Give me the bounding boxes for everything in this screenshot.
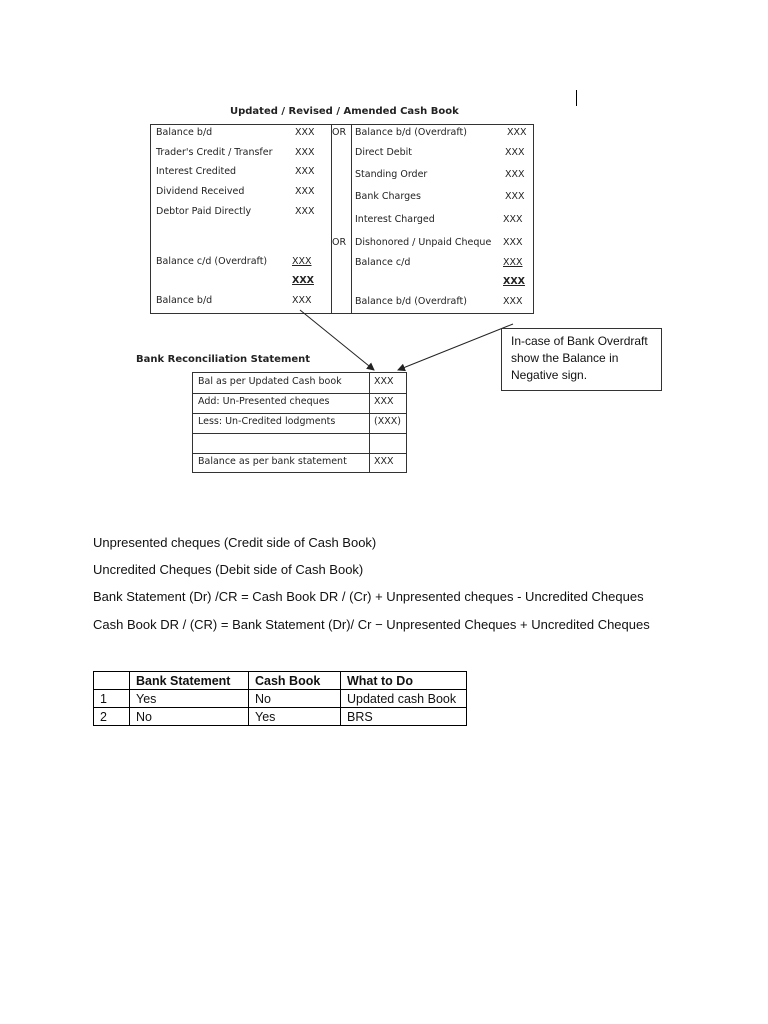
credit-label: Balance b/d (Overdraft) [355,127,467,138]
table-cell: Yes [249,708,341,726]
brs-row-label: Less: Un-Credited lodgments [198,416,336,427]
credit-label: Bank Charges [355,191,421,202]
brs-row-label: Bal as per Updated Cash book [198,376,342,387]
credit-label: Dishonored / Unpaid Cheque [355,237,492,248]
brs-row-value: XXX [374,396,394,407]
table-cell: No [249,690,341,708]
credit-balance-bd-label: Balance b/d (Overdraft) [355,296,467,307]
table-header-row [94,672,467,690]
note-line: Unpresented cheques (Credit side of Cash Book) [93,535,377,550]
formula-line: Bank Statement (Dr) /CR = Cash Book DR / (Cr) + Unpresented cheques - Uncredited Cheques [93,589,644,604]
cash-book-title: Updated / Revised / Amended Cash Book [230,106,459,117]
debit-label: Dividend Received [156,186,245,197]
or-label: OR [332,237,347,248]
credit-value: XXX [505,147,525,158]
credit-value: XXX [505,169,525,180]
credit-total: XXX [503,276,525,287]
brs-title: Bank Reconciliation Statement [136,354,311,365]
credit-value: XXX [503,214,523,225]
table-cell: Yes [130,690,249,708]
credit-balance-bd-value: XXX [503,296,523,307]
credit-label: Direct Debit [355,147,413,158]
debit-value: XXX [295,206,315,217]
brs-row-value: (XXX) [374,416,401,427]
arrow-balance-to-brs [300,310,374,370]
debit-label: Debtor Paid Directly [156,206,252,217]
brs-table [192,372,407,473]
credit-value: XXX [507,127,527,138]
formula-line: Cash Book DR / (CR) = Bank Statement (Dr)/ Cr − Unpresented Cheques + Uncredited Cheques [93,617,650,632]
table-row [94,690,467,708]
debit-value: XXX [295,186,315,197]
debit-label: Balance b/d [156,127,213,138]
brs-row-value: XXX [374,456,394,467]
debit-value: XXX [295,147,315,158]
debit-balance-cd-label: Balance c/d (Overdraft) [156,256,268,267]
table-header: What to Do [341,672,467,690]
table-header: Cash Book [249,672,341,690]
brs-row-label: Add: Un-Presented cheques [198,396,330,407]
debit-balance-bd-label: Balance b/d [156,295,213,306]
table-cell: 1 [94,690,130,708]
credit-balance-cd-value: XXX [503,257,523,268]
table-cell: BRS [341,708,467,726]
credit-balance-cd-label: Balance c/d [355,257,411,268]
or-label: OR [332,127,347,138]
table-header: Bank Statement [130,672,249,690]
debit-label: Trader's Credit / Transfer [156,147,273,158]
debit-value: XXX [295,166,315,177]
table-cell: 2 [94,708,130,726]
note-line: Uncredited Cheques (Debit side of Cash Book) [93,562,364,577]
credit-value: XXX [503,237,523,248]
debit-balance-cd-value: XXX [292,256,312,267]
table-cell: No [130,708,249,726]
credit-label: Standing Order [355,169,428,180]
debit-value: XXX [295,127,315,138]
credit-value: XXX [505,191,525,202]
debit-balance-bd-value: XXX [292,295,312,306]
overdraft-callout: In-case of Bank Overdraft show the Balance in Negative sign. [501,328,662,391]
table-header [94,672,130,690]
table-cell: Updated cash Book [341,690,467,708]
brs-row-value: XXX [374,376,394,387]
arrow-overdraft-to-brs [398,324,513,370]
table-row [94,708,467,726]
credit-label: Interest Charged [355,214,435,225]
debit-label: Interest Credited [156,166,237,177]
brs-row-label: Balance as per bank statement [198,456,347,467]
debit-total: XXX [292,275,314,286]
summary-table [93,671,467,726]
